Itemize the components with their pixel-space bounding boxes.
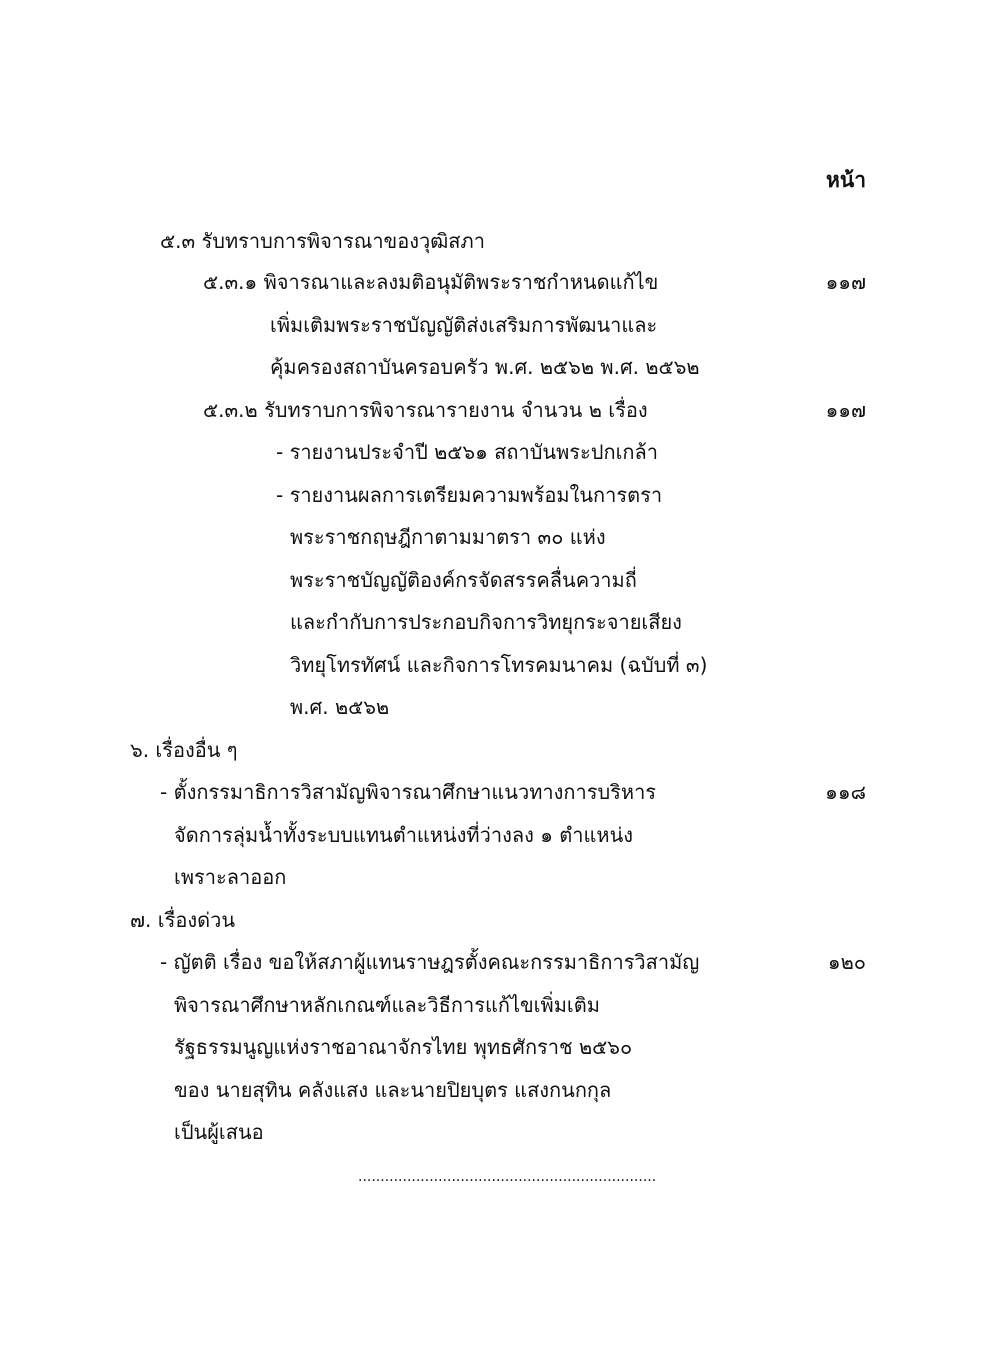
page-column-header: หน้า [826,168,866,192]
item-5-3-1-line1: ๕.๓.๑ พิจารณาและลงมติอนุมัติพระราชกำหนดแก้ไข [203,270,659,294]
section-7-item-line3: รัฐธรรมนูญแห่งราชอาณาจักรไทย พุทธศักราช ๒๕๖๐ [174,1035,633,1059]
item-5-3-2-sub-a: - รายงานประจำปี ๒๕๖๑ สถาบันพระปกเกล้า [276,440,659,464]
section-7-title: ๗. เรื่องด่วน [130,908,235,932]
section-5-3-title: ๕.๓ รับทราบการพิจารณาของวุฒิสภา [160,229,485,253]
section-7-item-line1: - ญัตติ เรื่อง ขอให้สภาผู้แทนราษฎรตั้งคณะกรรมาธิการวิสามัญ [160,950,700,974]
item-5-3-1-line2: เพิ่มเติมพระราชบัญญัติส่งเสริมการพัฒนาและ [270,313,658,337]
section-6-title: ๖. เรื่องอื่น ๆ [130,738,238,762]
section-6-item-line2: จัดการลุ่มน้ำทั้งระบบแทนตำแหน่งที่ว่างลง ๑ ตำแหน่ง [174,823,634,847]
item-5-3-1-line3: คุ้มครองสถาบันครอบครัว พ.ศ. ๒๕๖๒ พ.ศ. ๒๕๖๒ [270,355,700,379]
footer-dotted-line: ................................................................... [358,1169,657,1185]
section-6-item-line1: - ตั้งกรรมาธิการวิสามัญพิจารณาศึกษาแนวทางการบริหาร [160,780,657,804]
item-5-3-2-sub-b-line2: พระราชกฤษฎีกาตามมาตรา ๓๐ แห่ง [290,525,606,549]
item-5-3-2-page: ๑๑๗ [825,398,866,422]
section-6-item-page: ๑๑๘ [825,780,866,804]
section-7-item-page: ๑๒๐ [827,950,866,974]
item-5-3-2-sub-b-line1: - รายงานผลการเตรียมความพร้อมในการตรา [276,483,663,507]
item-5-3-2-sub-b-line3: พระราชบัญญัติองค์กรจัดสรรคลื่นความถี่ [290,568,637,592]
section-7-item-line4: ของ นายสุทิน คลังแสง และนายปิยบุตร แสงกนกกุล [174,1078,612,1102]
item-5-3-2-line1: ๕.๓.๒ รับทราบการพิจารณารายงาน จำนวน ๒ เรื่อง [203,398,648,422]
item-5-3-2-sub-b-line4: และกำกับการประกอบกิจการวิทยุกระจายเสียง [290,610,682,634]
section-7-item-line2: พิจารณาศึกษาหลักเกณฑ์และวิธีการแก้ไขเพิ่มเติม [174,993,600,1017]
section-6-item-line3: เพราะลาออก [174,865,287,889]
item-5-3-2-sub-b-line6: พ.ศ. ๒๕๖๒ [290,695,390,719]
item-5-3-1-page: ๑๑๗ [825,270,866,294]
item-5-3-2-sub-b-line5: วิทยุโทรทัศน์ และกิจการโทรคมนาคม (ฉบับที่ ๓) [290,653,708,677]
section-7-item-line5: เป็นผู้เสนอ [174,1120,264,1144]
